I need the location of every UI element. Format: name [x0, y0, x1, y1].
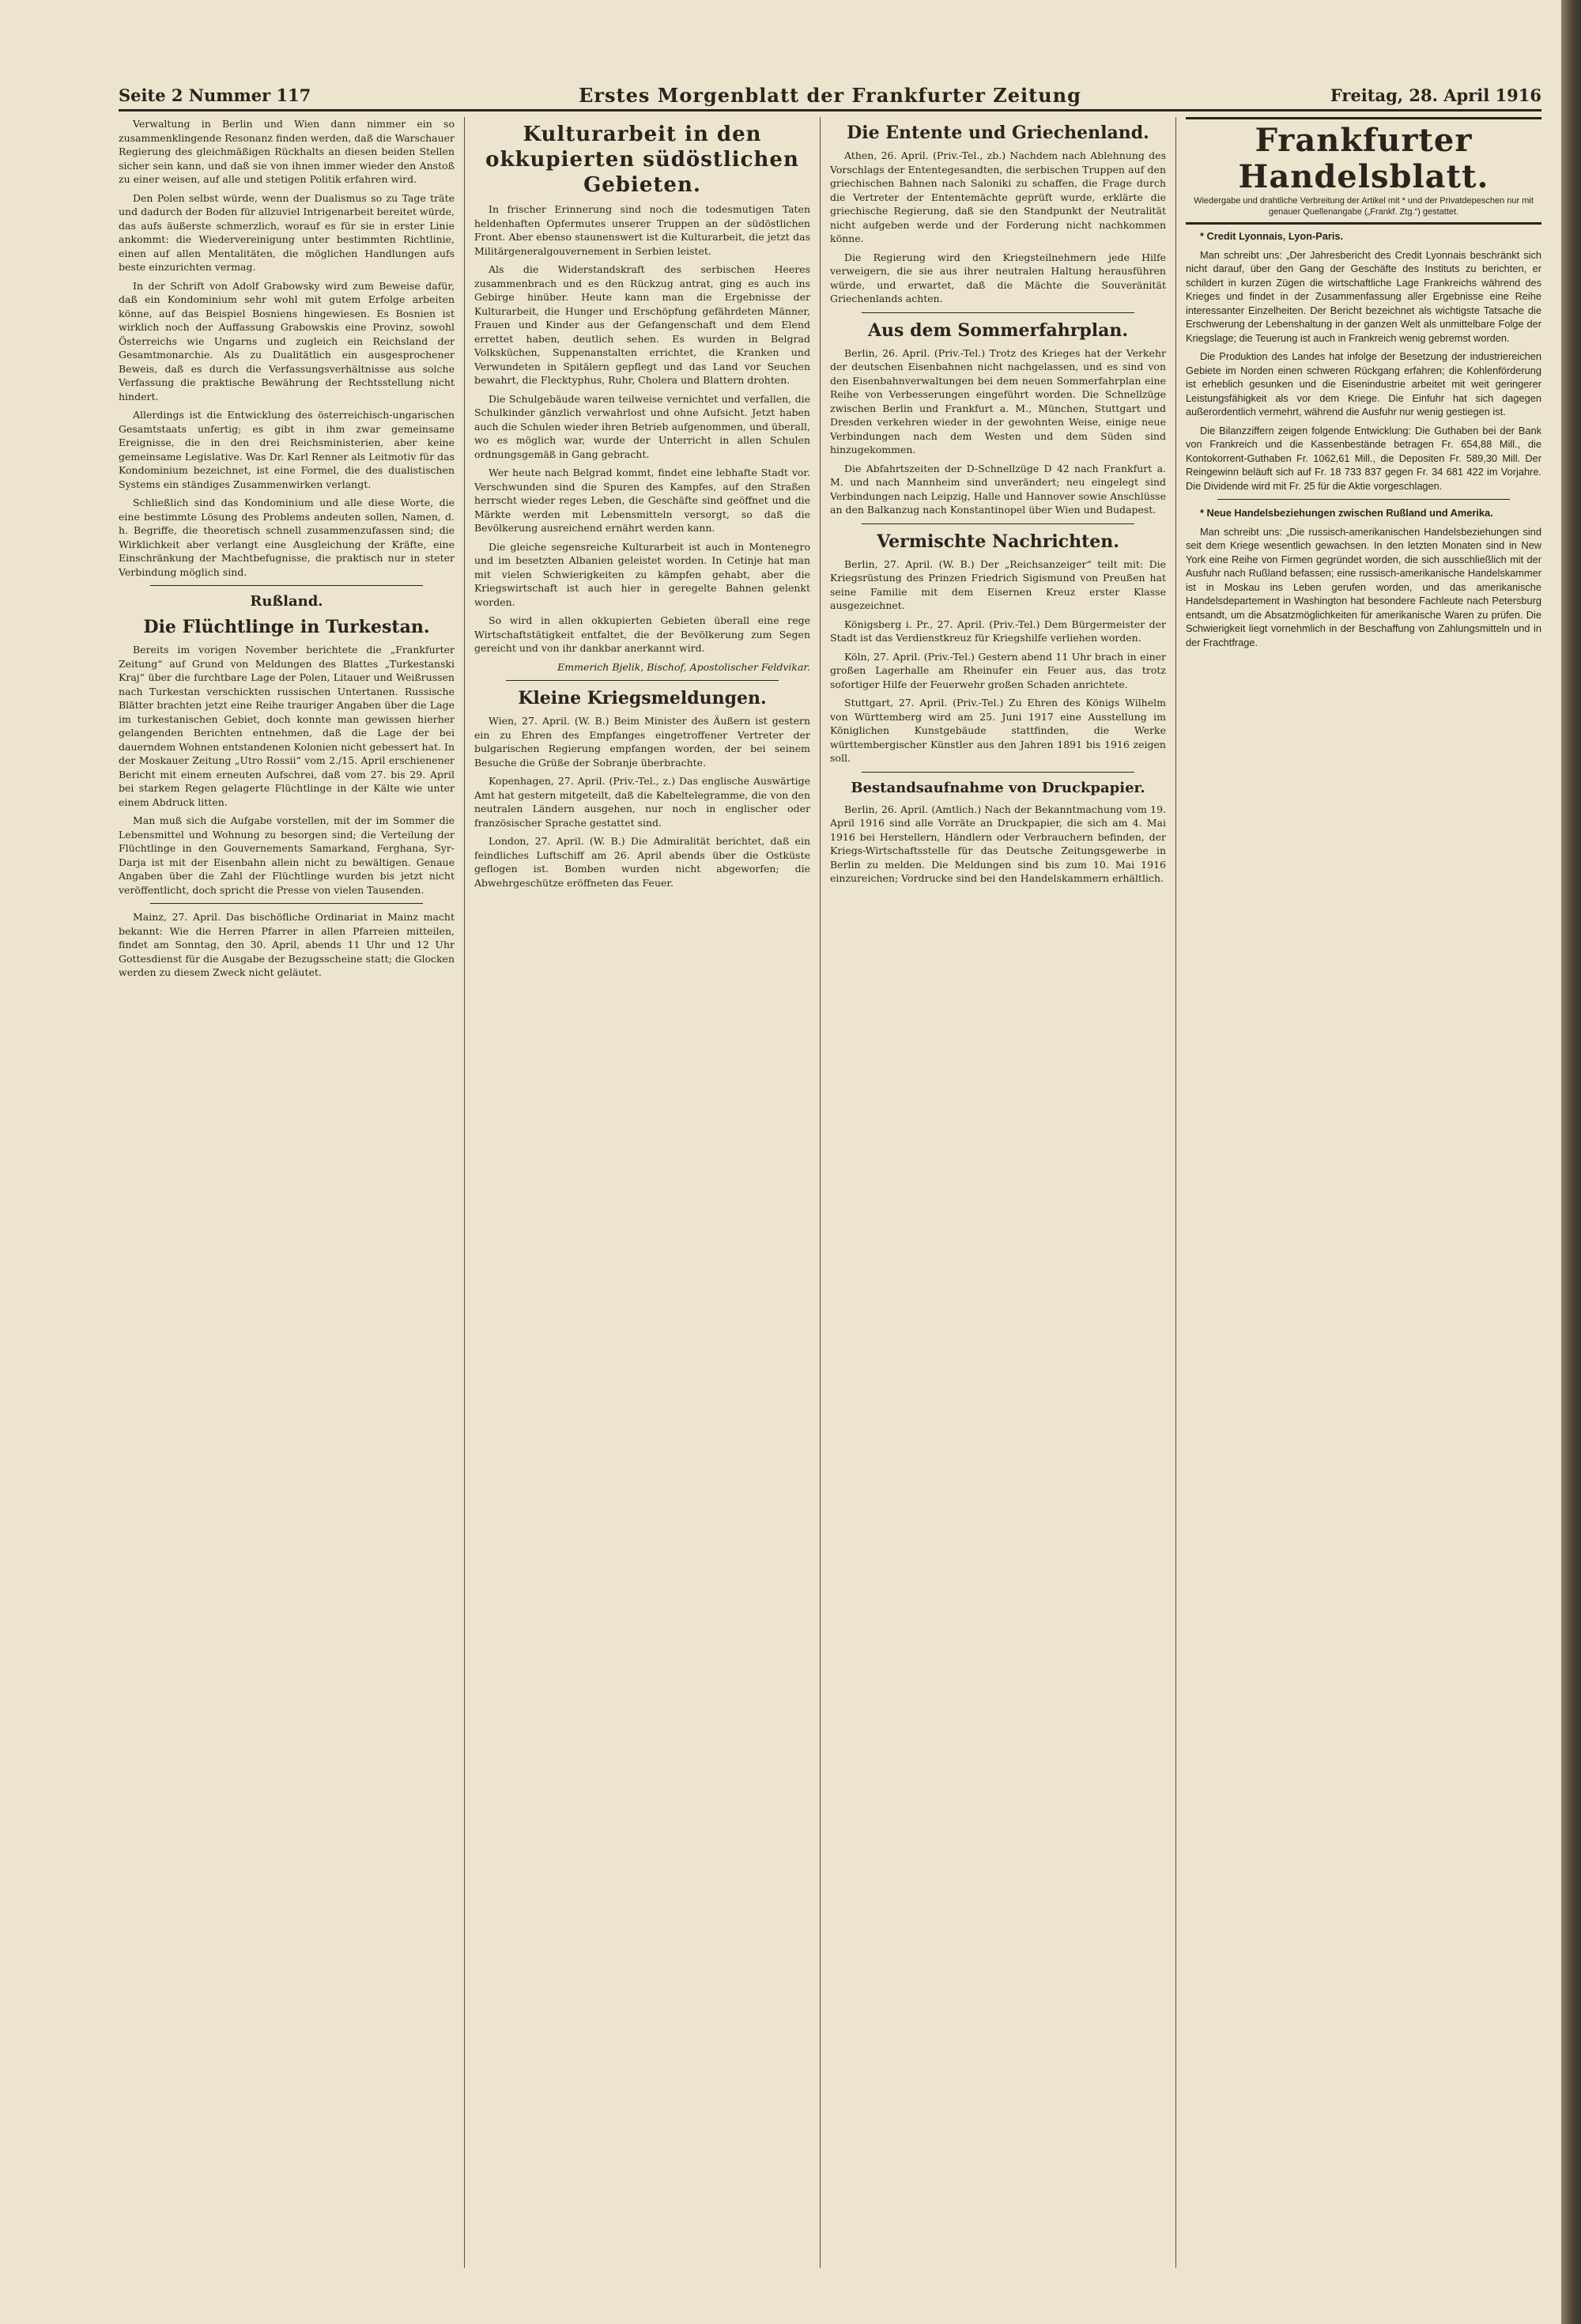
book-spine — [1561, 0, 1581, 2324]
section-heading-russland: Rußland. — [250, 593, 323, 610]
paragraph: Man schreibt uns: „Die russisch-amerikanischen Handelsbeziehungen sind seit dem Kriege wesentlich gewachsen. In den letzten Monaten sind in New York eine Reihe von Firmen gegründet worden, die sich ausschließlich mit der Ausfuhr nach Rußland befassen; eine russisch-amerikanische Handelskammer ist in Moskau ins Leben gerufen worden, und das amerikanische Handelsdepartement in Washington hat besondere Fachleute nach Petersburg entsandt, um die Absatzmöglichkeiten für amerikanische Waren zu prüfen. Die Schwierigkeit liegt vornehmlich in der Beschaffung von Zahlungsmitteln und in der Frachtfrage. — [1186, 525, 1541, 648]
divider — [150, 903, 423, 904]
divider — [150, 585, 423, 586]
column-rule — [1175, 117, 1176, 2268]
article-heading-druckpapier: Bestandsaufnahme von Druckpapier. — [851, 779, 1145, 796]
divider — [862, 523, 1134, 524]
paragraph: Athen, 26. April. (Priv.-Tel., zb.) Nachdem nach Ablehnung des Vorschlags der Ententegesandten, die serbischen Truppen auf den griechischen Bahnen nach Saloniki zu schaffen, die Frage durch die Vertreter der Ententemächte geprüft wurde, erklärte die griechische Regierung, daß sie den Standpunkt der Neutralität nicht aufgeben werde und der Forderung nicht nachkommen könne. — [830, 149, 1166, 244]
paragraph: Die Schulgebäude waren teilweise vernichtet und verfallen, die Schulkinder gänzlich verwahrlost und ohne Aufsicht. Jetzt haben auch die Schulen wieder ihren Betrieb aufgenommen, und überall, wo es möglich war, wurde der Unterricht in allen Schulen ordnungsgemäß in Gang gebracht. — [474, 392, 810, 460]
bullet-icon: * — [1200, 230, 1207, 242]
handelsblatt-masthead: Frankfurter Handelsblatt. — [1238, 122, 1489, 195]
article-heading-kultur: Kulturarbeit in den okkupierten südöstlichen Gebieten. — [485, 123, 799, 197]
paragraph: Schließlich sind das Kondominium und alle diese Worte, die eine bestimmte Lösung des Problems andeuten sollen, Namen, d. h. Begriffe, die theoretisch schnell zusammenzufassen sind; die Wirklichkeit aber verlangt eine Ausgleichung der Kräfte, eine Einschränkung der Machtbefugnisse, die praktisch nur in steter Verbindung möglich sind. — [119, 497, 455, 578]
item-title: Credit Lyonnais, Lyon-Paris. — [1206, 230, 1344, 242]
newspaper-title: Erstes Morgenblatt der Frankfurter Zeitung — [579, 84, 1081, 107]
item-heading — [1186, 506, 1541, 520]
column-rule — [820, 117, 821, 2268]
handelsblatt-masthead-box — [1186, 117, 1541, 225]
paragraph: In frischer Erinnerung sind noch die todesmutigen Taten heldenhaften Opfermutes unserer Truppen an der südöstlichen Front. Aber ebenso staunenswert ist die Kulturarbeit, die jetzt das Militärgeneralgouvernement in Serbien leistet. — [474, 203, 810, 257]
paragraph: Berlin, 26. April. (Amtlich.) Nach der Bekanntmachung vom 19. April 1916 sind alle Vorräte an Druckpapier, die sich am 4. Mai 1916 bei Herstellern, Händlern oder Verbrauchern befinden, der Kriegs-Wirtschaftsstelle für das Deutsche Zeitungsgewerbe in Berlin zu melden. Die Meldungen sind bis zum 10. Mai 1916 einzureichen; Vordrucke sind bei den Handelskammern erhältlich. — [830, 803, 1166, 884]
paragraph: Die gleiche segensreiche Kulturarbeit ist auch in Montenegro und im besetzten Albanien geleistet worden. In Cetinje hat man mit vielen Schwierigkeiten zu kämpfen gehabt, aber die Kriegswirtschaft ist auch hier in geregelte Bahnen gelenkt worden. — [474, 540, 810, 608]
paragraph: Mainz, 27. April. Das bischöfliche Ordinariat in Mainz macht bekannt: Wie die Herren Pfarrer in allen Pfarreien mitteilen, findet am Sonntag, den 30. April, abends 11 Uhr und 12 Uhr Gottesdienst für die Ausgabe der Bezugsscheine statt; die Glocken werden zu diesem Zweck nicht geläutet. — [119, 911, 455, 978]
reproduction-notice: Wiedergabe und drahtliche Verbreitung der Artikel mit * und der Privatdepeschen nur mit genauer Quellenangabe („Frankf. Ztg.“) gestattet. — [1194, 196, 1534, 217]
paragraph: Die Abfahrtszeiten der D-Schnellzüge D 42 nach Frankfurt a. M. und nach Mannheim sind unverändert; neu eingelegt sind Verbindungen nach Leipzig, Halle und Hannover sowie Anschlüsse an den Balkanzug nach Konstantinopel über Wien und Budapest. — [830, 462, 1166, 516]
running-head — [119, 82, 1541, 111]
paragraph: Verwaltung in Berlin und Wien dann nimmer ein so zusammenklingende Resonanz finden werden, daß die Warschauer Regierung des gleichmäßigen Rückhalts an diesen beiden Stellen sicher sein kann, und daß sie von ihnen immer wieder den Anstoß zu einer weisen, auf alle und stetigen Politik erfahren wird. — [119, 118, 455, 185]
article-heading-entente: Die Entente und Griechenland. — [847, 123, 1149, 143]
paragraph: Bereits im vorigen November berichtete die „Frankfurter Zeitung“ auf Grund von Meldungen des Blattes „Turkestanski Kraj“ über die furchtbare Lage der Polen, Litauer und Weißrussen nach Turkestan verschickten russischen Untertanen. Russische Blätter brachten jetzt eine Reihe trauriger Angaben über die Lage im turkestanischen Gebiet, doch konnte man gewissen hierher gelangenden Berichten entnehmen, daß die Lage der bei dauerndem Wohnen entstandenen Kolonien nicht gebessert hat. In der Moskauer Zeitung „Utro Rossii“ vom 2./15. April erschienener Bericht mit einem erneuten Aufschrei, daß vom 27. bis 29. April bei starkem Regen gelagerte Flüchtlinge in der Kälte wie unter einem Abdruck litten. — [119, 644, 455, 808]
column-1 — [119, 117, 455, 2268]
column-rule — [464, 117, 465, 2268]
paragraph: Berlin, 27. April. (W. B.) Der „Reichsanzeiger“ teilt mit: Die Kriegsrüstung des Prinzen Friedrich Sigismund von Preußen hat seine Familie mit dem Eisernen Kreuz erster Klasse ausgezeichnet. — [830, 557, 1166, 611]
article-heading-vermischte: Vermischte Nachrichten. — [877, 531, 1119, 552]
paragraph: Man muß sich die Aufgabe vorstellen, mit der im Sommer die Lebensmittel und Wohnung zu besorgen sind; die Verteilung der Flüchtlinge in den Gouvernements Samarkand, Ferghana, Syr-Darja ist mit der Eisenbahn allein nicht zu bewältigen. Genaue Angaben über die Zahl der Flüchtlinge wurden bis jetzt nicht veröffentlicht, doch spricht die Presse von vielen Tausenden. — [119, 814, 455, 896]
article-heading-kriegsmeldungen: Kleine Kriegsmeldungen. — [518, 688, 767, 709]
paragraph: Die Bilanzziffern zeigen folgende Entwicklung: Die Guthaben bei der Bank von Frankreich und die Kassenbestände betragen Fr. 654,88 Mill., die Kontokorrent-Guthaben Fr. 1062,61 Mill., die Depositen Fr. 589,30 Mill. Der Reingewinn beläuft sich auf Fr. 18 733 837 gegen Fr. 34 681 422 im Vorjahre. Die Dividende wird mit Fr. 25 für die Aktie vorgeschlagen. — [1186, 424, 1541, 492]
divider — [862, 772, 1134, 773]
paragraph: Die Regierung wird den Kriegsteilnehmern jede Hilfe verweigern, die sie aus ihrer neutralen Haltung herausführen würde, und erwartet, daß die Mächte die Souveränität Griechenlands achten. — [830, 251, 1166, 304]
paragraph: In der Schrift von Adolf Grabowsky wird zum Beweise dafür, daß ein Kondominium sehr wohl mit gutem Erfolge arbeiten könne, auf das Beispiel Bosniens hingewiesen. Es Bosnien ist wirklich noch der Auffassung Grabowskis eine Provinz, sowohl Österreichs wie Ungarns und zugleich ein Reichsland der Gesamtmonarchie. Als zu Dualitätlich ein ausgesprochener Beweis, daß es durch die Verfassungsverhältnisse aus solche Verfassung die praktische Bewährung der Rechtsstellung nicht hindert. — [119, 279, 455, 402]
paragraph: Wien, 27. April. (W. B.) Beim Minister des Äußern ist gestern ein zu Ehren des Empfanges eingetroffener Vertreter der bulgarischen Regierung empfangen worden, der bei seinem Besuche die Grüße der Sobranje überbrachte. — [474, 715, 810, 769]
paragraph: Man schreibt uns: „Der Jahresbericht des Credit Lyonnais beschränkt sich nicht darauf, über den Gang der Geschäfte des Instituts zu berichten, er schildert in kurzen Zügen die wirtschaftliche Lage Frankreichs während des Krieges und findet in der Zusammenfassung aller Ergebnisse eine Reihe interessanter Einzelheiten. Der Bericht bezeichnet als wichtigste Tatsache die Erschwerung der Lebenshaltung in der ganzen Welt als unmittelbare Folge der Kriegslage; die Teuerung ist auch in Frankreich wenig gebremst worden. — [1186, 248, 1541, 344]
divider — [1217, 499, 1510, 500]
column-4 — [1186, 117, 1541, 2268]
paragraph: Als die Widerstandskraft des serbischen Heeres zusammenbrach und es den Rückzug antrat, ging es auch ins Gebirge hinüber. Heute kann man die Ergebnisse der Kulturarbeit, die Hunger und Erschöpfung gefährdeten Männer, Frauen und Kinder aus der Gefangenschaft und dem Elend errettet haben, deutlich sehen. Es wurden in Belgrad Volksküchen, Suppenanstalten errichtet, die Kranken und Verwundeten in Spitälern gepflegt und das Land vor Seuchen bewahrt, die Flecktyphus, Ruhr, Cholera und Blattern drohten. — [474, 263, 810, 386]
paragraph: Berlin, 26. April. (Priv.-Tel.) Trotz des Krieges hat der Verkehr der deutschen Eisenbahnen nicht nachgelassen, und es sind von den Eisenbahnverwaltungen bei dem neuen Sommerfahrplan eine Reihe von Verbesserungen eingeführt worden. Die Schnellzüge zwischen Berlin und Frankfurt a. M., München, Stuttgart und Dresden verkehren wieder in der gewohnten Weise, einige neue Verbindungen nach dem Westen und dem Süden sind hinzugekommen. — [830, 346, 1166, 455]
paragraph: Den Polen selbst würde, wenn der Dualismus so zu Tage träte und dadurch der Boden für allzuviel Intrigenarbeit bereitet würde, das aufs äußerste schmerzlich, worauf es für sie in erster Linie ankommt: die Wiedervereinigung unter bestimmten Richtlinie, einen auf allen Mentalitäten, die möglichen Handlungen aufs beste einzurichten vermag. — [119, 191, 455, 273]
divider — [506, 680, 779, 681]
item-heading — [1186, 229, 1541, 244]
page-number: Seite 2 Nummer 117 — [119, 85, 311, 105]
paragraph: London, 27. April. (W. B.) Die Admiralität berichtet, daß ein feindliches Luftschiff am 26. April abends über die Ostküste geflogen ist. Bomben wurden nicht abgeworfen; die Abwehrgeschütze eröffneten das Feuer. — [474, 835, 810, 889]
paragraph: Die Produktion des Landes hat infolge der Besetzung der industriereichen Gebiete im Norden einen schweren Rückgang erfahren; die Kohlenförderung ist erheblich gesunken und die Eisenindustrie arbeitet mit weit geringerer Leistungsfähigkeit als vor dem Kriege. Die Einfuhr hat sich dagegen außerordentlich vermehrt, während die Ausfuhr nur wenig gestiegen ist. — [1186, 350, 1541, 418]
paragraph: Allerdings ist die Entwicklung des österreichisch-ungarischen Gesamtstaats unfertig; es gibt in ihm zwar gemeinsame Ereignisse, die in den drei Reichsministerien, aber keine gemeinsame Legislative. Was Dr. Karl Renner als Leitmotiv für das Kondominium bezeichnet, ist eine Formel, die des dualistischen Systems ein ständiges Zusammenwirken verlangt. — [119, 409, 455, 490]
bullet-icon: * — [1200, 507, 1207, 519]
paragraph: So wird in allen okkupierten Gebieten überall eine rege Wirtschaftstätigkeit entfaltet, die der Bevölkerung zum Segen gereicht und von ihr dankbar anerkannt wird. — [474, 614, 810, 654]
issue-date: Freitag, 28. April 1916 — [1330, 85, 1541, 105]
article-heading-sommerfahrplan: Aus dem Sommerfahrplan. — [867, 319, 1129, 341]
article-heading-fluechtlinge: Die Flüchtlinge in Turkestan. — [143, 617, 430, 637]
paragraph: Kopenhagen, 27. April. (Priv.-Tel., z.) Das englische Auswärtige Amt hat gestern mitgeteilt, daß die Kabeltelegramme, die von den neutralen Ländern ausgehen, nur noch in englischer oder französischer Sprache gestattet sind. — [474, 775, 810, 829]
signature: Emmerich Bjelik, Bischof, Apostolischer Feldvikar. — [557, 660, 810, 673]
item-title: Neue Handelsbeziehungen zwischen Rußland und Amerika. — [1206, 507, 1493, 519]
paragraph: Königsberg i. Pr., 27. April. (Priv.-Tel.) Dem Bürgermeister der Stadt ist das Verdienstkreuz für Kriegshilfe verliehen worden. — [830, 618, 1166, 644]
paragraph: Stuttgart, 27. April. (Priv.-Tel.) Zu Ehren des Königs Wilhelm von Württemberg wird am 25. Juni 1917 eine Ausstellung im Königlichen Kunstgebäude stattfinden, die Werke württembergischer Künstler aus den Jahren 1891 bis 1916 zeigen soll. — [830, 697, 1166, 764]
column-2 — [474, 117, 810, 2268]
paragraph: Wer heute nach Belgrad kommt, findet eine lebhafte Stadt vor. Verschwunden sind die Spuren des Kampfes, auf den Straßen herrscht wieder reges Leben, die Geschäfte sind geöffnet und die Märkte werden mit Lebensmitteln versorgt, so daß die Bevölkerung ausreichend ernährt werden kann. — [474, 467, 810, 534]
paragraph: Köln, 27. April. (Priv.-Tel.) Gestern abend 11 Uhr brach in einer großen Lagerhalle am Rheinufer ein Feuer aus, das trotz sofortiger Hilfe der Feuerwehr großen Schaden anrichtete. — [830, 650, 1166, 690]
column-3 — [830, 117, 1166, 2268]
divider — [862, 312, 1134, 313]
